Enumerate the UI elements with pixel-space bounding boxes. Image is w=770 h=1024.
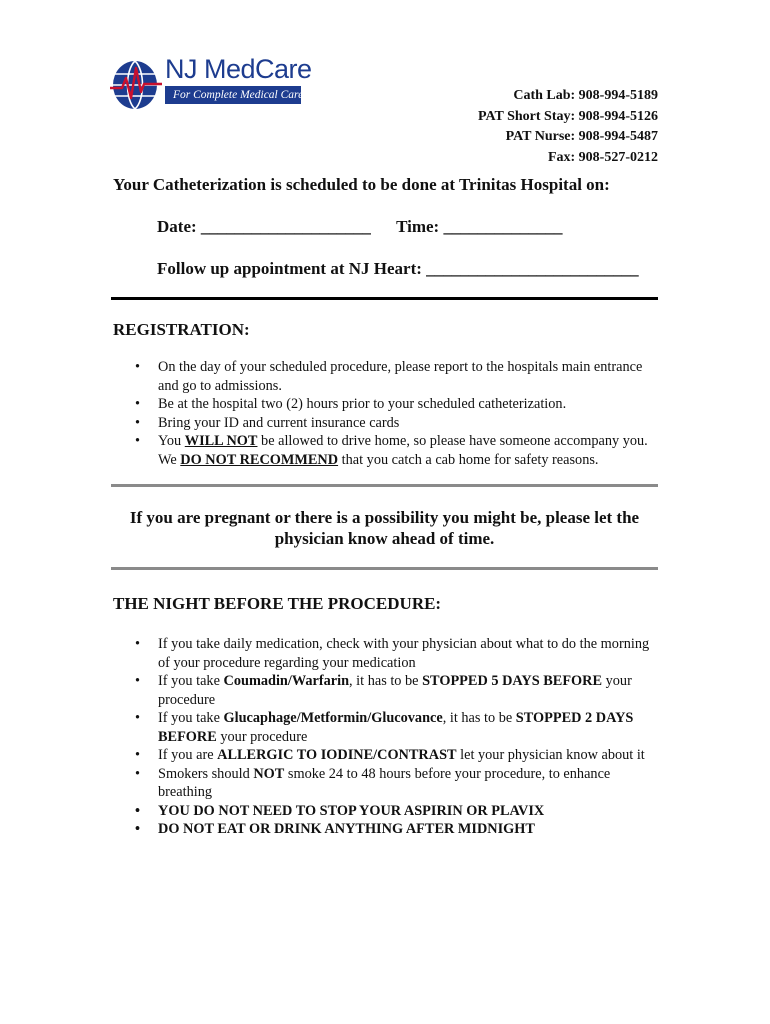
text-run: your procedure <box>158 673 632 708</box>
list-item: • If you take daily medication, check with your physician about what to do the morning of your procedure regarding your medication <box>135 635 660 672</box>
text-run: let your physician know about it <box>456 747 645 763</box>
globe-heartbeat-icon <box>108 52 164 114</box>
list-item: • YOU DO NOT NEED TO STOP YOUR ASPIRIN OR PLAVIX <box>135 802 660 821</box>
registration-title: REGISTRATION: <box>113 320 250 339</box>
stop-instruction: STOPPED 5 DAYS BEFORE <box>422 673 603 689</box>
followup-line: Follow up appointment at NJ Heart: _________________________ <box>157 259 639 278</box>
registration-list <box>135 358 660 469</box>
divider <box>111 567 658 570</box>
text-run: You <box>158 433 185 449</box>
not-emphasis: NOT <box>253 765 285 782</box>
drug-name: Glucaphage/Metformin/Glucovance <box>223 710 443 726</box>
list-item: • Be at the hospital two (2) hours prior to your scheduled catheterization. <box>135 395 660 414</box>
pat-short-stay-phone: PAT Short Stay: 908-994-5126 <box>477 108 658 124</box>
contact-numbers <box>478 86 658 168</box>
schedule-headline: Your Catheterization is scheduled to be done at Trinitas Hospital on: <box>113 175 610 194</box>
date-time-line: Date: ____________________ Time: ______________ <box>157 217 563 236</box>
text-run: If you take <box>158 710 224 726</box>
do-not-recommend-emphasis: DO NOT RECOMMEND <box>180 451 339 468</box>
list-item <box>135 765 660 802</box>
list-item <box>135 709 660 746</box>
will-not-emphasis: WILL NOT <box>184 433 258 449</box>
nj-medcare-logo <box>108 52 312 114</box>
text-run: your procedure <box>216 728 308 745</box>
pregnancy-notice: If you are pregnant or there is a possibility you might be, please let the physician know ahead of time. <box>129 508 640 548</box>
text-run: be allowed to drive home, so please have someone accompany you. We <box>158 433 648 468</box>
cath-lab-phone: Cath Lab: 908-994-5189 <box>513 88 658 103</box>
divider <box>111 484 658 487</box>
divider <box>111 297 658 300</box>
text-run: , it has to be <box>442 710 516 726</box>
text-run: smoke 24 to 48 hours before your procedure, to enhance breathing <box>158 765 611 800</box>
list-item <box>135 672 660 709</box>
night-before-title: THE NIGHT BEFORE THE PROCEDURE: <box>113 594 442 613</box>
text-run: that you catch a cab home for safety reasons. <box>338 451 599 468</box>
text-run: If you are <box>158 747 218 763</box>
fax-number: Fax: 908-527-0212 <box>547 149 658 165</box>
logo-tagline: For Complete Medical Care <box>165 86 301 104</box>
list-item <box>135 746 660 765</box>
night-before-list <box>135 635 660 839</box>
pat-nurse-phone: PAT Nurse: 908-994-5487 <box>505 129 658 144</box>
stop-instruction: STOPPED 2 DAYS BEFORE <box>158 710 634 745</box>
text-run: , it has to be <box>349 673 423 689</box>
list-item <box>135 432 660 469</box>
logo-name: NJ MedCare <box>165 54 312 84</box>
text-run: If you take <box>158 673 224 689</box>
text-run: Smokers should <box>158 765 254 782</box>
list-item: • On the day of your scheduled procedure, please report to the hospitals main entrance and go to admissions. <box>135 358 660 395</box>
list-item: • Bring your ID and current insurance cards <box>135 414 660 433</box>
allergy-emphasis: ALLERGIC TO IODINE/CONTRAST <box>217 747 457 763</box>
drug-name: Coumadin/Warfarin <box>223 673 350 689</box>
list-item: • DO NOT EAT OR DRINK ANYTHING AFTER MIDNIGHT <box>135 820 660 839</box>
